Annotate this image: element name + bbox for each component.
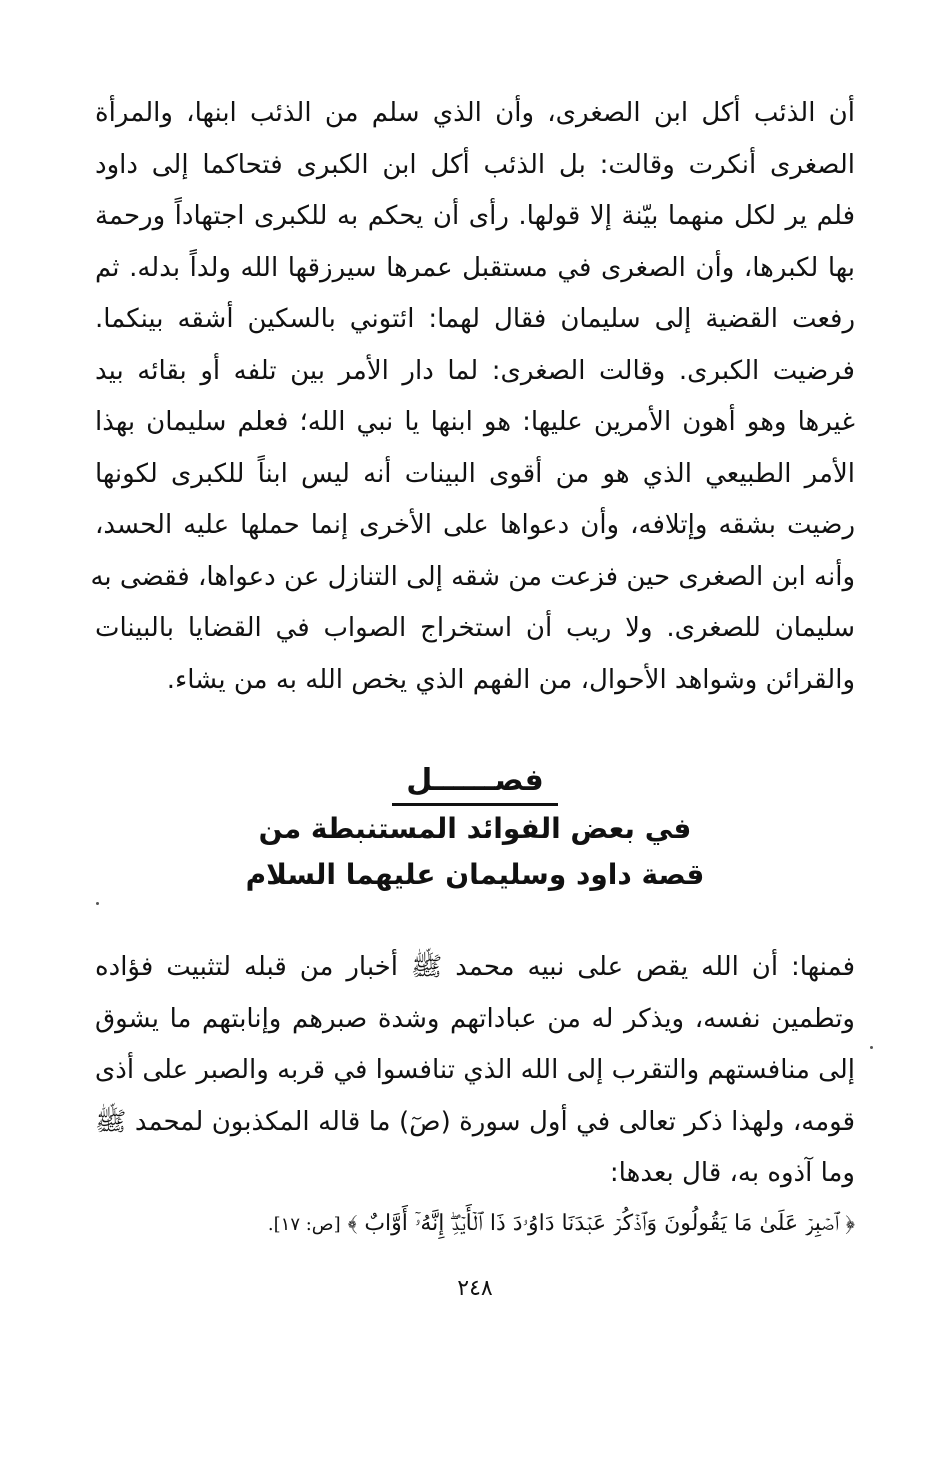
text-line: وما آذوه به، قال بعدها: <box>609 1158 855 1188</box>
text-line: وأنه ابن الصغرى حين فزعت من شقه إلى التنازل عن دعواها، فقضى به <box>90 561 855 592</box>
book-page <box>90 88 855 1408</box>
text-line: فمنها: أن الله يقص على نبيه محمد ﷺ أخبار من قبله لتثبيت فؤاده <box>95 952 855 982</box>
verse-text: ﴿ ٱصۡبِرۡ عَلَىٰ مَا يَقُولُونَ وَٱذۡكُرۡ عَبۡدَنَا دَاوُۥدَ ذَا ٱلۡأَيۡدِۖ إِنَّهُۥٓ أَوَّابٌ ﴾ <box>347 1210 855 1236</box>
section-heading <box>95 761 855 898</box>
text-line: أن الذئب أكل ابن الصغرى، وأن الذي سلم من الذئب ابنها، والمرأة <box>95 98 855 128</box>
text-line: والقرائن وشواهد الأحوال، من الفهم الذي يخص الله به من يشاء. <box>166 664 855 695</box>
page-number: ٢٤٨ <box>457 1276 493 1301</box>
scan-speck <box>870 1046 873 1049</box>
text-line: رفعت القضية إلى سليمان فقال لهما: ائتوني بالسكين أشقه بينكما. <box>95 304 855 334</box>
text-line: الأمر الطبيعي الذي هو من أقوى البينات أنه ليس ابناً للكبرى لكونها <box>95 458 855 489</box>
paragraph-2 <box>95 942 855 1200</box>
text-line: فلم ير لكل منهما بيّنة إلا قولها. رأى أن يحكم به للكبرى اجتهاداً ورحمة <box>95 201 855 231</box>
paragraph-1 <box>90 88 855 706</box>
text-line: غيرها وهو أهون الأمرين عليها: هو ابنها يا نبي الله؛ فعلم سليمان بهذا <box>95 407 855 437</box>
verse-reference: [ص: ١٧]. <box>267 1213 341 1235</box>
text-line: الصغرى أنكرت وقالت: بل الذئب أكل ابن الكبرى فتحاكما إلى داود <box>95 149 855 180</box>
scan-speck <box>96 902 99 905</box>
text-line: رضيت بشقه وإتلافه، وأن دعواها على الأخرى إنما حملها عليه الحسد، <box>95 510 855 540</box>
quran-verse <box>95 1204 855 1245</box>
section-title-line-1: في بعض الفوائد المستنبطة من <box>258 812 692 845</box>
text-line: سليمان للصغرى. ولا ريب أن استخراج الصواب في القضايا بالبينات <box>95 613 855 643</box>
section-title-line-2: قصة داود وسليمان عليهما السلام <box>245 858 705 891</box>
text-line: قومه، ولهذا ذكر تعالى في أول سورة (صٓ) ما قاله المكذبون لمحمد ﷺ <box>95 1106 855 1137</box>
section-label: فصــــــل <box>392 761 558 806</box>
text-line: بها لكبرها، وأن الصغرى في مستقبل عمرها سيرزقها الله ولداً بدله. ثم <box>95 252 855 283</box>
text-line: إلى منافستهم والتقرب إلى الله الذي تنافسوا في قربه والصبر على أذى <box>94 1055 855 1085</box>
text-line: فرضيت الكبرى. وقالت الصغرى: لما دار الأمر بين تلفه أو بقائه بيد <box>95 355 855 386</box>
text-line: وتطمين نفسه، ويذكر له من عباداتهم وشدة صبرهم وإنابتهم ما يشوق <box>95 1003 855 1034</box>
